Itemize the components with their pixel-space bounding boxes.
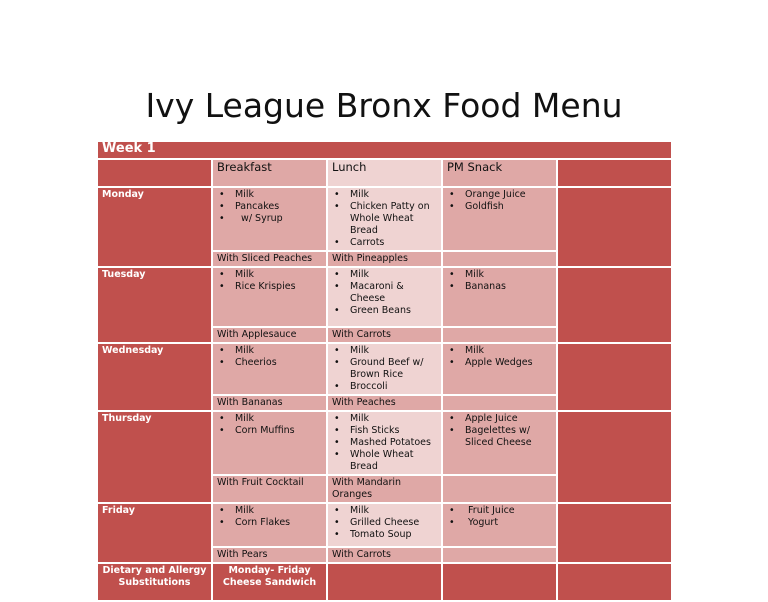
week-label: Week 1: [97, 141, 672, 159]
empty-cell: [327, 563, 442, 601]
list-item: • Apple Juice: [447, 413, 552, 425]
list-item: • Rice Krispies: [217, 281, 322, 293]
list-item: • Bananas: [447, 281, 552, 293]
lunch-list: [332, 505, 437, 541]
snack-note: [442, 395, 557, 411]
list-item: • Milk: [217, 505, 322, 517]
header-pm-snack: PM Snack: [442, 159, 557, 187]
breakfast-list: [217, 345, 322, 369]
breakfast-note: With Fruit Cocktail: [212, 475, 327, 503]
empty-cell: [442, 563, 557, 601]
day-name: Tuesday: [97, 267, 212, 343]
list-item: • Fruit Juice: [447, 505, 552, 517]
day-name: Friday: [97, 503, 212, 563]
lunch-note: With Pineapples: [327, 251, 442, 267]
breakfast-cell: [212, 187, 327, 251]
list-item: • Milk: [217, 189, 322, 201]
list-item: • Whole Wheat Bread: [332, 449, 437, 473]
snack-cell: [442, 267, 557, 327]
list-item: • Ground Beef w/ Brown Rice: [332, 357, 437, 381]
breakfast-list: [217, 505, 322, 529]
list-item: • Grilled Cheese: [332, 517, 437, 529]
week-row: [97, 141, 672, 159]
list-item: • Milk: [332, 345, 437, 357]
substitutions-row: [97, 563, 672, 601]
empty-cell: [557, 503, 672, 563]
header-breakfast: Breakfast: [212, 159, 327, 187]
list-item: • Milk: [217, 413, 322, 425]
lunch-cell: [327, 503, 442, 547]
substitutions-label: Dietary and Allergy Substitutions: [97, 563, 212, 601]
day-row: [97, 411, 672, 475]
lunch-cell: [327, 343, 442, 395]
empty-cell: [557, 187, 672, 267]
snack-cell: [442, 411, 557, 475]
substitutions-value: Monday- Friday Cheese Sandwich: [212, 563, 327, 601]
breakfast-note: With Pears: [212, 547, 327, 563]
list-item: • Apple Wedges: [447, 357, 552, 369]
list-item: • Milk: [332, 505, 437, 517]
list-item: • Tomato Soup: [332, 529, 437, 541]
list-item: • Orange Juice: [447, 189, 552, 201]
day-name: Wednesday: [97, 343, 212, 411]
lunch-cell: [327, 411, 442, 475]
list-item: • Goldfish: [447, 201, 552, 213]
corner-cell: [97, 159, 212, 187]
day-row: [97, 343, 672, 395]
empty-cell: [557, 563, 672, 601]
breakfast-list: [217, 413, 322, 437]
lunch-note: With Carrots: [327, 547, 442, 563]
empty-cell: [557, 159, 672, 187]
snack-list: [447, 505, 552, 529]
list-item: • Cheerios: [217, 357, 322, 369]
list-item: • w/ Syrup: [217, 213, 322, 225]
breakfast-cell: [212, 267, 327, 327]
breakfast-cell: [212, 343, 327, 395]
snack-list: [447, 413, 552, 449]
list-item: • Milk: [217, 345, 322, 357]
snack-cell: [442, 187, 557, 251]
list-item: • Milk: [332, 189, 437, 201]
breakfast-list: [217, 189, 322, 225]
snack-list: [447, 189, 552, 213]
list-item: • Bagelettes w/ Sliced Cheese: [447, 425, 552, 449]
day-name: Thursday: [97, 411, 212, 503]
snack-note: [442, 251, 557, 267]
list-item: • Milk: [447, 345, 552, 357]
empty-cell: [557, 411, 672, 503]
snack-list: [447, 269, 552, 293]
breakfast-list: [217, 269, 322, 293]
list-item: • Mashed Potatoes: [332, 437, 437, 449]
breakfast-note: With Bananas: [212, 395, 327, 411]
lunch-note: With Peaches: [327, 395, 442, 411]
list-item: • Milk: [332, 269, 437, 281]
lunch-cell: [327, 187, 442, 251]
breakfast-cell: [212, 503, 327, 547]
breakfast-cell: [212, 411, 327, 475]
lunch-list: [332, 189, 437, 249]
snack-note: [442, 327, 557, 343]
list-item: • Corn Muffins: [217, 425, 322, 437]
list-item: • Chicken Patty on Whole Wheat Bread: [332, 201, 437, 237]
snack-cell: [442, 343, 557, 395]
snack-note: [442, 547, 557, 563]
list-item: • Green Beans: [332, 305, 437, 317]
menu-table: [96, 140, 673, 602]
breakfast-note: With Applesauce: [212, 327, 327, 343]
list-item: • Milk: [332, 413, 437, 425]
breakfast-note: With Sliced Peaches: [212, 251, 327, 267]
snack-list: [447, 345, 552, 369]
list-item: • Milk: [217, 269, 322, 281]
lunch-cell: [327, 267, 442, 327]
lunch-list: [332, 269, 437, 317]
list-item: • Pancakes: [217, 201, 322, 213]
list-item: • Corn Flakes: [217, 517, 322, 529]
day-name: Monday: [97, 187, 212, 267]
empty-cell: [557, 267, 672, 343]
snack-cell: [442, 503, 557, 547]
snack-note: [442, 475, 557, 503]
lunch-note: With Carrots: [327, 327, 442, 343]
list-item: • Fish Sticks: [332, 425, 437, 437]
header-lunch: Lunch: [327, 159, 442, 187]
lunch-list: [332, 413, 437, 473]
list-item: • Carrots: [332, 237, 437, 249]
header-row: [97, 159, 672, 187]
list-item: • Milk: [447, 269, 552, 281]
list-item: • Yogurt: [447, 517, 552, 529]
list-item: • Macaroni & Cheese: [332, 281, 437, 305]
list-item: • Broccoli: [332, 381, 437, 393]
empty-cell: [557, 343, 672, 411]
day-row: [97, 187, 672, 251]
page-title: Ivy League Bronx Food Menu: [145, 86, 623, 125]
lunch-note: With Mandarin Oranges: [327, 475, 442, 503]
day-row: [97, 267, 672, 327]
lunch-list: [332, 345, 437, 393]
day-row: [97, 503, 672, 547]
